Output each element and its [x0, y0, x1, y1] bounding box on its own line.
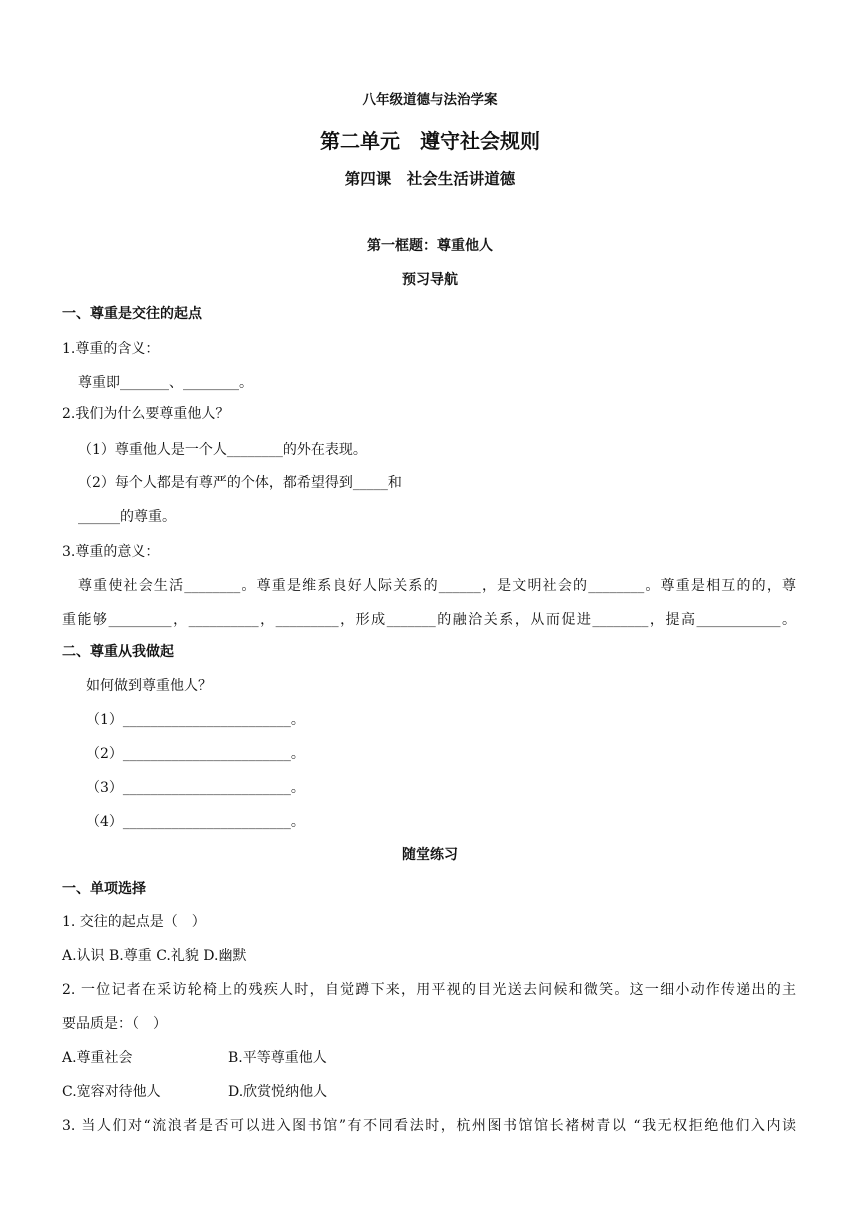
question-3-line-2: 重能够_________，__________，_________，形成_______的融洽关系，从而促进________，提高____________。: [62, 612, 796, 628]
how-item-2: （2）________________________。: [86, 746, 305, 762]
option-c: C.宽容对待他人: [62, 1084, 161, 1100]
option-b: B.平等尊重他人: [228, 1050, 327, 1066]
how-item-1: （1）________________________。: [86, 712, 305, 728]
question-2-item-1: （1）尊重他人是一个人________的外在表现。: [78, 442, 367, 458]
question-2: 2.我们为什么要尊重他人？: [62, 406, 230, 422]
question-1-answer: 尊重即_______、________。: [78, 375, 253, 391]
question-3: 3.尊重的意义：: [62, 544, 160, 560]
unit-title: 第二单元 遵守社会规则: [320, 129, 540, 153]
practice-question-2-line-1: 2. 一位记者在采访轮椅上的残疾人时，自觉蹲下来，用平视的目光送去问候和微笑。这一细小动作传递出的主: [62, 982, 796, 998]
practice-question-2-line-2: 要品质是：（ ）: [62, 1016, 167, 1032]
how-item-4: （4）________________________。: [86, 814, 305, 830]
how-item-3: （3）________________________。: [86, 780, 305, 796]
lesson-title: 第四课 社会生活讲道德: [344, 169, 516, 188]
preview-title: 预习导航: [402, 272, 458, 288]
choice-heading: 一、单项选择: [62, 881, 146, 897]
question-1: 1.尊重的含义：: [62, 341, 160, 357]
question-2-item-2-cont: ______的尊重。: [78, 509, 176, 525]
section-heading-1: 一、尊重是交往的起点: [62, 306, 202, 322]
practice-question-1: 1. 交往的起点是（ ）: [62, 914, 206, 930]
frame-title: 第一框题：尊重他人: [367, 238, 493, 254]
question-3-line-1: 尊重使社会生活________。尊重是维系良好人际关系的______，是文明社会的________。尊重是相互的的，尊: [78, 578, 796, 594]
how-question: 如何做到尊重他人？: [86, 678, 212, 694]
option-d: D.欣赏悦纳他人: [228, 1084, 328, 1100]
practice-question-1-options: A.认识 B.尊重 C.礼貌 D.幽默: [62, 948, 247, 964]
practice-title: 随堂练习: [402, 847, 458, 863]
practice-question-3-line-1: 3. 当人们对“流浪者是否可以进入图书馆”有不同看法时，杭州图书馆馆长褚树青以 “我无权拒绝他们入内读: [62, 1118, 796, 1134]
section-heading-2: 二、尊重从我做起: [62, 644, 174, 660]
option-a: A.尊重社会: [62, 1050, 133, 1066]
question-2-item-2: （2）每个人都是有尊严的个体，都希望得到_____和: [78, 475, 402, 491]
document-subtitle: 八年级道德与法治学案: [362, 92, 498, 108]
